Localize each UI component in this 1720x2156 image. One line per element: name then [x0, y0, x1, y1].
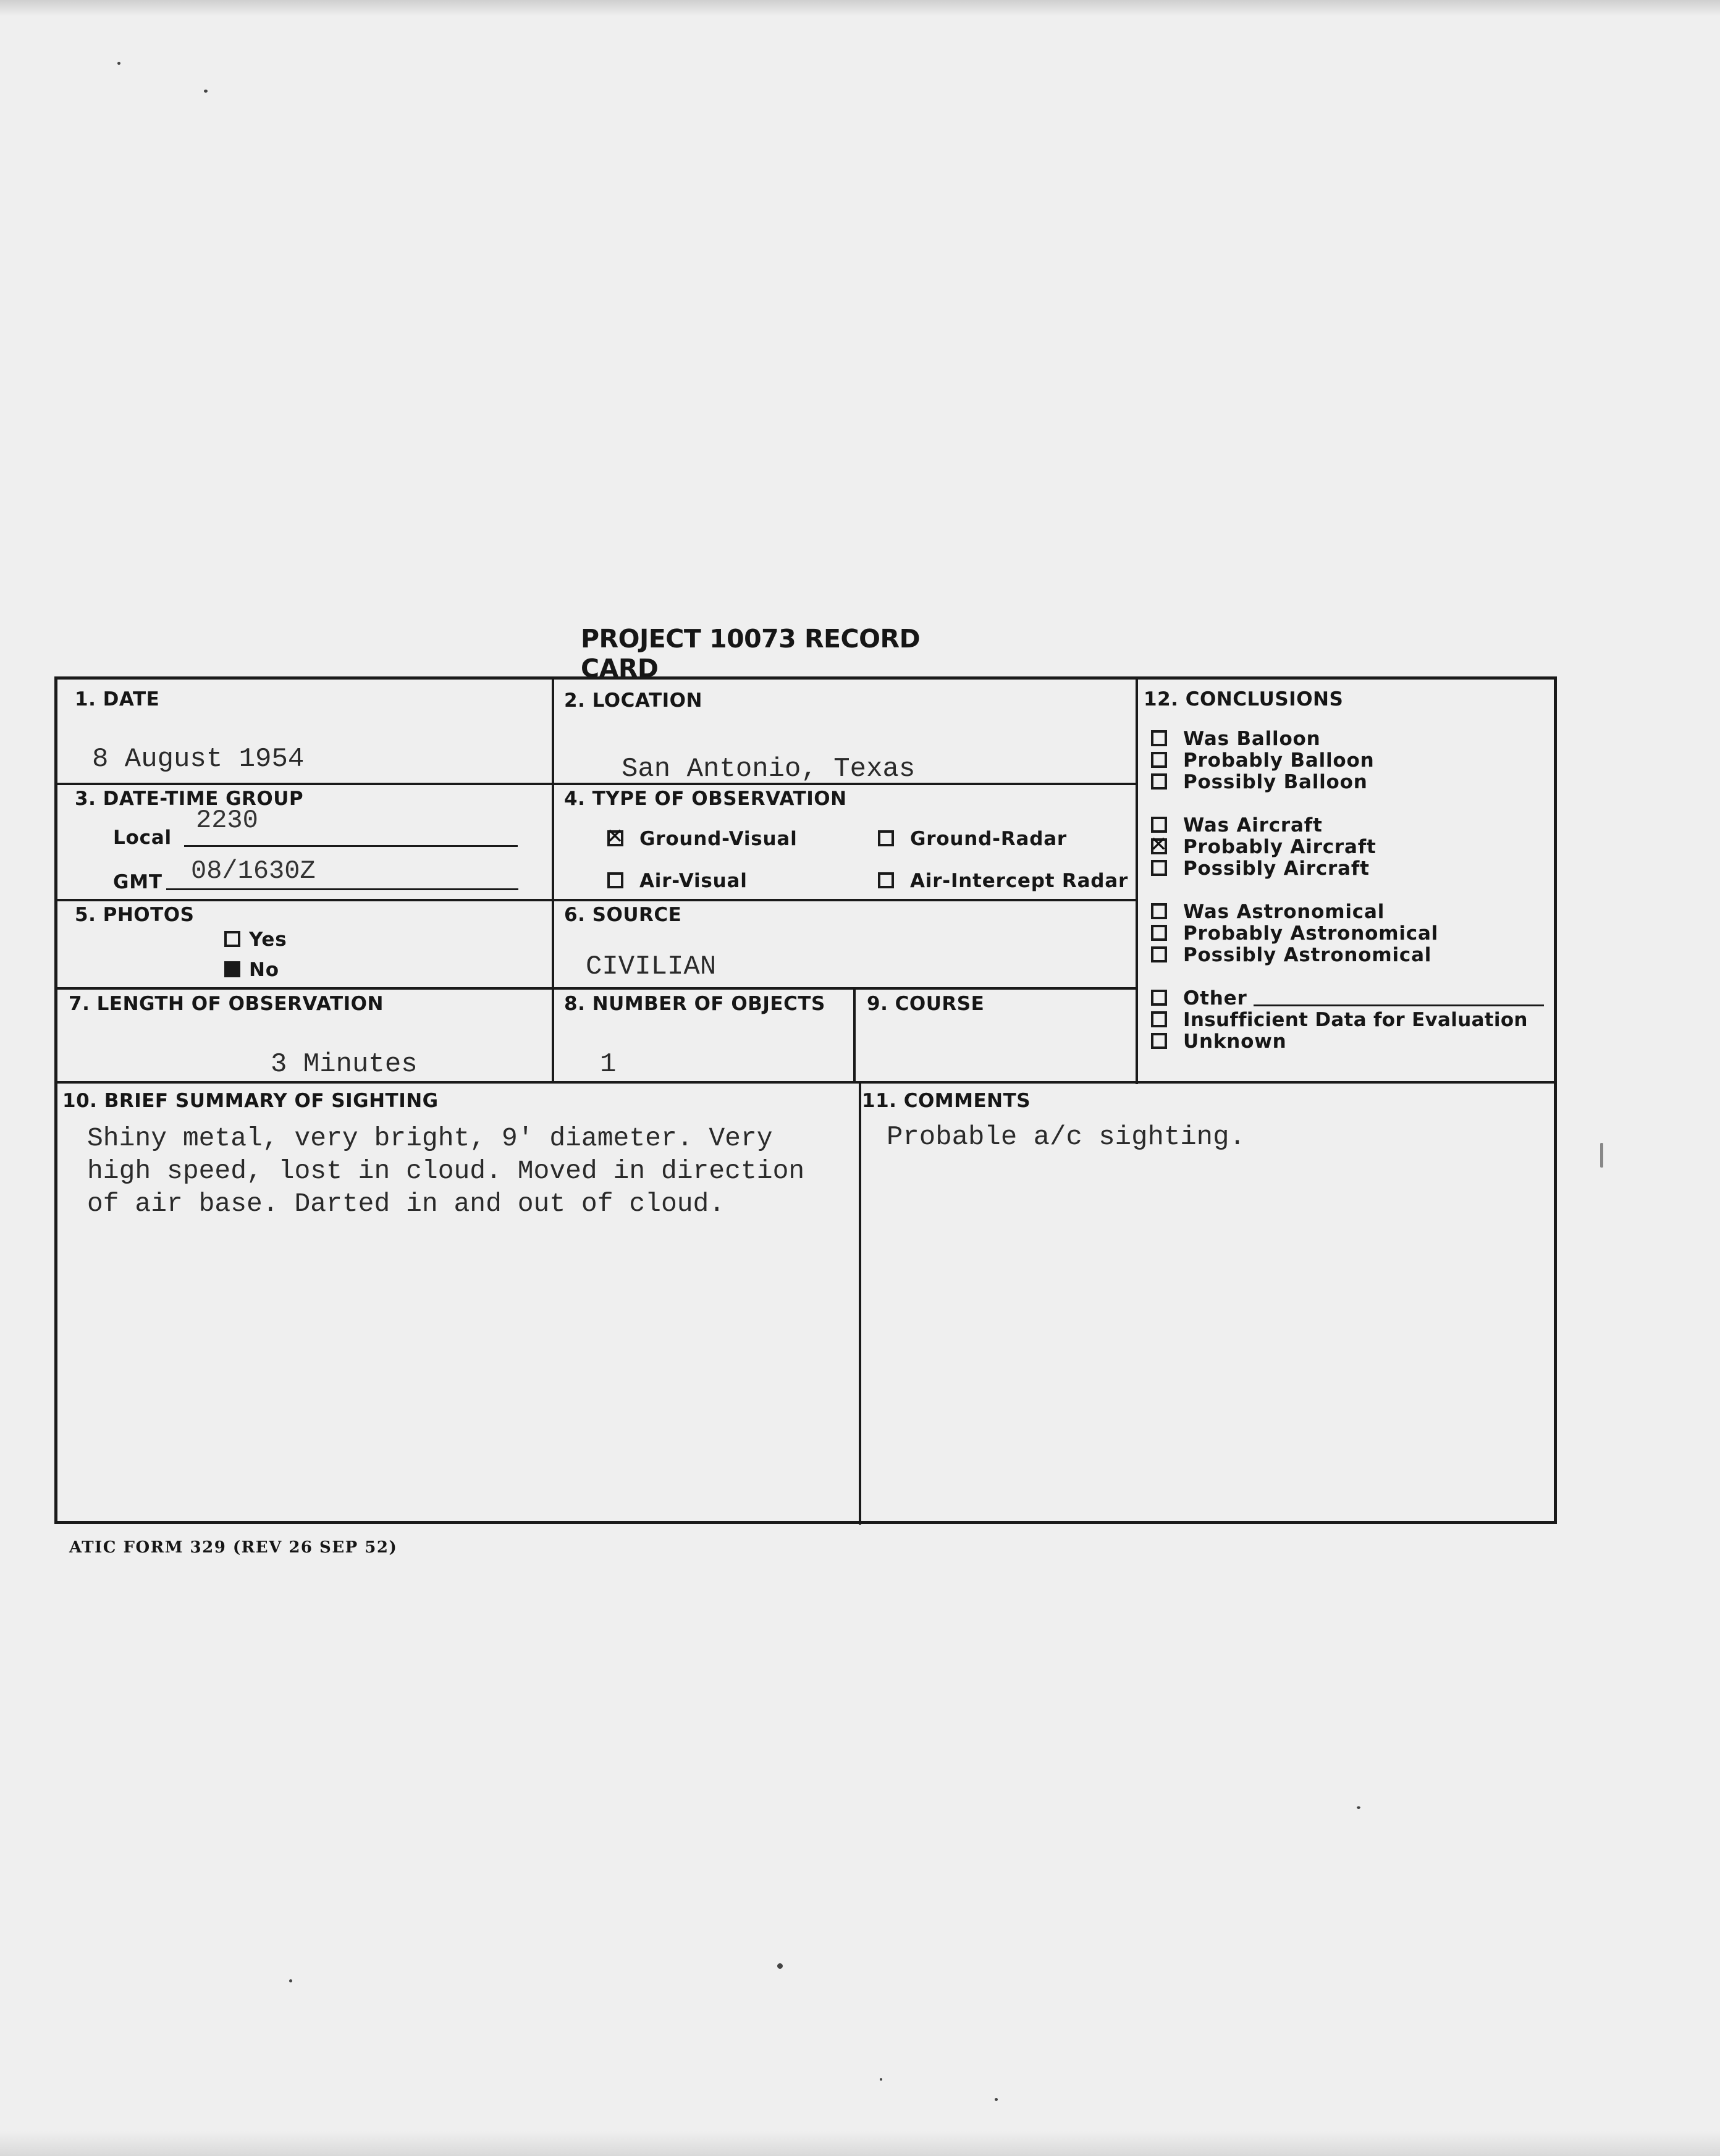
- checkbox-icon[interactable]: [224, 931, 240, 947]
- photos-label: 5. PHOTOS: [75, 904, 195, 926]
- other-underline: [1254, 1004, 1544, 1006]
- course-label: 9. COURSE: [867, 993, 985, 1015]
- checkbox-icon[interactable]: [1151, 1011, 1167, 1027]
- checkbox-icon[interactable]: [607, 872, 623, 888]
- checkbox-icon[interactable]: [878, 830, 894, 846]
- local-underline: [184, 845, 518, 847]
- checkbox-checked-icon[interactable]: [607, 830, 623, 846]
- local-value: 2230: [196, 806, 258, 835]
- scan-speck: [1600, 1143, 1603, 1168]
- summary-line: high speed, lost in cloud. Moved in direction: [87, 1156, 805, 1186]
- checkbox-icon[interactable]: [1151, 752, 1167, 768]
- option-ground-visual[interactable]: ✕Ground-Visual: [607, 828, 798, 850]
- checkbox-icon[interactable]: [1151, 946, 1167, 962]
- divider: [859, 1081, 861, 1525]
- conclusion-other[interactable]: Other: [1151, 987, 1247, 1009]
- checkbox-icon[interactable]: [1151, 730, 1167, 746]
- length-of-observation-value: 3 Minutes: [271, 1049, 418, 1080]
- conclusion-was-balloon[interactable]: Was Balloon: [1151, 728, 1321, 750]
- checkbox-icon[interactable]: [1151, 925, 1167, 941]
- summary-line: Shiny metal, very bright, 9' diameter. Very: [87, 1123, 773, 1153]
- conclusion-possibly-astronomical[interactable]: Possibly Astronomical: [1151, 944, 1431, 966]
- checkbox-icon[interactable]: [1151, 990, 1167, 1006]
- divider: [1136, 680, 1138, 1084]
- checkbox-checked-icon[interactable]: [1151, 838, 1167, 854]
- conclusion-was-astronomical[interactable]: Was Astronomical: [1151, 901, 1385, 923]
- option-photos-yes[interactable]: Yes: [224, 929, 287, 951]
- checkbox-icon[interactable]: [1151, 860, 1167, 876]
- divider: [57, 899, 1136, 901]
- conclusion-probably-astronomical[interactable]: Probably Astronomical: [1151, 922, 1438, 945]
- number-of-objects-value: 1: [600, 1049, 617, 1080]
- source-value: CIVILIAN: [586, 951, 717, 982]
- divider: [57, 987, 1136, 990]
- brief-summary-text: [87, 1122, 804, 1220]
- conclusion-unknown[interactable]: Unknown: [1151, 1030, 1287, 1053]
- source-label: 6. SOURCE: [564, 904, 682, 926]
- divider: [57, 1081, 1557, 1084]
- gmt-label: GMT: [113, 871, 162, 893]
- gmt-value: 08/1630Z: [191, 856, 316, 886]
- scan-speck: [289, 1979, 292, 1982]
- option-air-visual[interactable]: Air-Visual: [607, 870, 748, 892]
- conclusion-probably-balloon[interactable]: Probably Balloon: [1151, 749, 1375, 772]
- location-label: 2. LOCATION: [564, 689, 702, 712]
- number-of-objects-label: 8. NUMBER OF OBJECTS: [564, 993, 825, 1015]
- option-ground-radar[interactable]: Ground-Radar: [878, 828, 1067, 850]
- conclusion-possibly-aircraft[interactable]: Possibly Aircraft: [1151, 857, 1370, 880]
- date-value: 8 August 1954: [92, 744, 305, 775]
- comments-value: Probable a/c sighting.: [887, 1122, 1246, 1153]
- date-time-group-label: 3. DATE-TIME GROUP: [75, 788, 304, 810]
- scan-speck: [204, 90, 208, 93]
- record-card: [54, 676, 1557, 1524]
- divider: [853, 987, 856, 1084]
- divider: [57, 783, 1136, 785]
- checkbox-icon[interactable]: [878, 872, 894, 888]
- scan-top-edge: [0, 0, 1720, 16]
- card-title: PROJECT 10073 RECORD CARD: [581, 624, 921, 683]
- conclusion-possibly-balloon[interactable]: Possibly Balloon: [1151, 771, 1368, 793]
- scan-speck: [777, 1963, 783, 1969]
- date-label: 1. DATE: [75, 688, 160, 710]
- checkbox-filled-icon[interactable]: [224, 961, 240, 977]
- checkbox-icon[interactable]: [1151, 1033, 1167, 1049]
- summary-line: of air base. Darted in and out of cloud.: [87, 1189, 725, 1219]
- conclusion-was-aircraft[interactable]: Was Aircraft: [1151, 814, 1323, 836]
- option-photos-no[interactable]: No: [224, 959, 279, 981]
- local-label: Local: [113, 827, 172, 849]
- conclusion-probably-aircraft[interactable]: ✕Probably Aircraft: [1151, 836, 1376, 858]
- option-air-intercept-radar[interactable]: Air-Intercept Radar: [878, 870, 1128, 892]
- form-footer: ATIC FORM 329 (REV 26 SEP 52): [69, 1538, 398, 1557]
- scan-bottom-edge: [0, 2131, 1720, 2156]
- scan-speck: [1357, 1806, 1360, 1809]
- conclusions-label: 12. CONCLUSIONS: [1144, 688, 1344, 710]
- conclusion-insufficient-data[interactable]: Insufficient Data for Evaluation: [1151, 1009, 1528, 1031]
- gmt-underline: [166, 888, 518, 890]
- type-of-observation-label: 4. TYPE OF OBSERVATION: [564, 788, 847, 810]
- location-value: San Antonio, Texas: [622, 754, 916, 785]
- comments-label: 11. COMMENTS: [862, 1090, 1031, 1112]
- checkbox-icon[interactable]: [1151, 903, 1167, 919]
- scan-speck: [995, 2098, 998, 2101]
- divider: [552, 680, 554, 1081]
- scan-speck: [117, 62, 120, 65]
- brief-summary-label: 10. BRIEF SUMMARY OF SIGHTING: [62, 1090, 439, 1112]
- checkbox-icon[interactable]: [1151, 773, 1167, 790]
- length-of-observation-label: 7. LENGTH OF OBSERVATION: [69, 993, 384, 1015]
- scan-speck: [880, 2078, 882, 2081]
- checkbox-icon[interactable]: [1151, 817, 1167, 833]
